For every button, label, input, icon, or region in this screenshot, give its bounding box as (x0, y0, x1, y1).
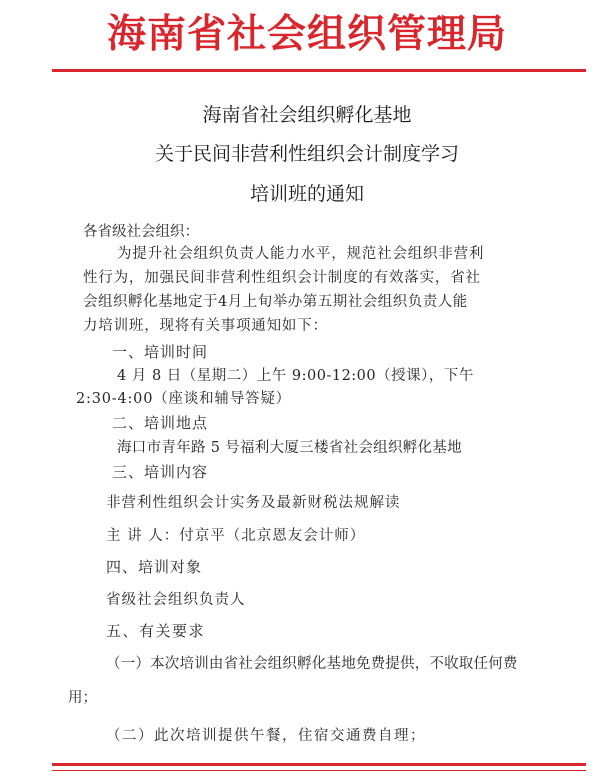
notice-title-line-3: 培训班的通知 (249, 183, 364, 205)
footer-divider-thin (52, 770, 586, 771)
requirement-2-text: （二）此次培训提供午餐，住宿交通费自理； (106, 728, 426, 744)
requirement-1-line-2: 用； (68, 690, 97, 706)
footer-divider-thick (52, 763, 586, 766)
section-place-heading: 二、培训地点 (112, 414, 209, 432)
section-time-line-1: 4 月 8 日（星期二）上午 9:00-12:00（授课），下午 (117, 368, 474, 384)
addressee: 各省级社会组织： (83, 224, 199, 240)
intro-line-2: 性行为，加强民间非营利性组织会计制度的有效落实，省社 (83, 270, 481, 286)
letterhead-title: 海南省社会组织管理局 (106, 11, 507, 57)
section-place-text: 海口市青年路 5 号福利大厦三楼省社会组织孵化基地 (117, 440, 462, 456)
intro-line-1: 为提升社会组织负责人能力水平，规范社会组织非营利 (117, 246, 485, 262)
section-requirements-heading: 五、有关要求 (106, 622, 206, 640)
notice-title-line-1: 海南省社会组织孵化基地 (202, 104, 412, 126)
section-speaker-text: 主 讲 人：付京平（北京恩友会计师） (106, 528, 366, 544)
requirement-1-line-1: （一）本次培训由省社会组织孵化基地免费提供，不收取任何费 (106, 656, 518, 672)
section-content-heading: 三、培训内容 (112, 463, 209, 481)
section-time-line-2: 2:30-4:00（座谈和辅导答疑） (76, 391, 291, 407)
section-audience-text: 省级社会组织负责人 (106, 592, 246, 608)
section-time-heading: 一、培训时间 (112, 343, 209, 361)
letterhead-divider (52, 69, 586, 72)
section-content-text: 非营利性组织会计实务及最新财税法规解读 (106, 495, 401, 511)
section-audience-heading: 四、培训对象 (106, 558, 203, 576)
notice-title-line-2: 关于民间非营利性组织会计制度学习 (154, 143, 459, 165)
intro-line-3: 会组织孵化基地定于4月上旬举办第五期社会组织负责人能 (83, 294, 468, 310)
intro-line-4: 力培训班，现将有关事项通知如下： (83, 318, 328, 334)
